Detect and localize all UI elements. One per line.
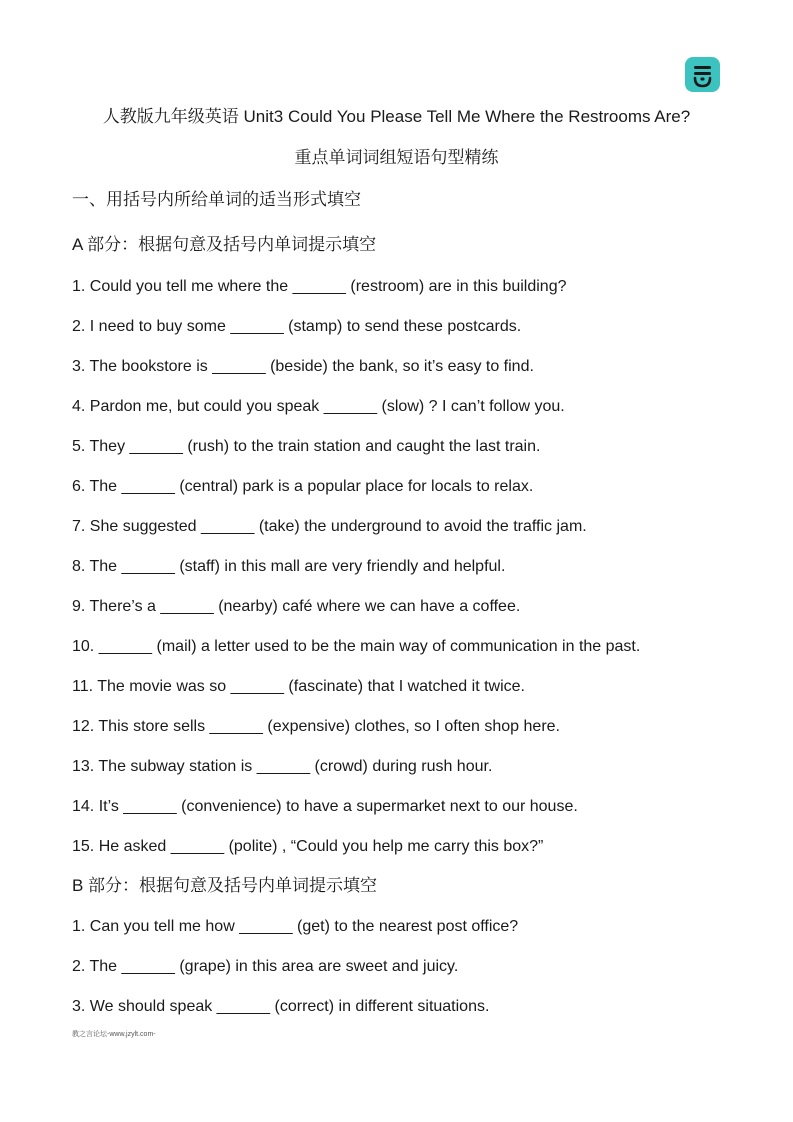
exercise-item: 11. The movie was so ______ (fascinate) that I watched it twice. — [72, 678, 525, 695]
part-a-heading: A 部分：根据句意及括号内单词提示填空 — [72, 235, 377, 254]
exercise-item: 2. I need to buy some ______ (stamp) to send these postcards. — [72, 318, 522, 335]
exercise-item: 1. Could you tell me where the ______ (restroom) are in this building? — [72, 278, 567, 295]
exercise-item: 8. The ______ (staff) in this mall are very friendly and helpful. — [72, 558, 506, 575]
part-b-heading: B 部分：根据句意及括号内单词提示填空 — [72, 876, 378, 895]
exercise-item: 2. The ______ (grape) in this area are sweet and juicy. — [72, 958, 459, 975]
exercise-item: 13. The subway station is ______ (crowd) during rush hour. — [72, 758, 493, 775]
site-logo-icon — [685, 57, 720, 92]
exercise-item: 1. Can you tell me how ______ (get) to the nearest post office? — [72, 918, 519, 935]
document-title: 人教版九年级英语 Unit3 Could You Please Tell Me Where the Restrooms Are? — [102, 107, 691, 126]
document-subtitle: 重点单词词组短语句型精练 — [294, 148, 499, 167]
exercise-item: 3. We should speak ______ (correct) in different situations. — [72, 998, 490, 1015]
exercise-item: 7. She suggested ______ (take) the underground to avoid the traffic jam. — [72, 518, 587, 535]
exercise-item: 3. The bookstore is ______ (beside) the bank, so it’s easy to find. — [72, 358, 534, 375]
exercise-item: 9. There’s a ______ (nearby) café where we can have a coffee. — [72, 598, 521, 615]
exercise-item: 5. They ______ (rush) to the train station and caught the last train. — [72, 438, 541, 455]
page-footer: 教之言论坛-www.jzylt.com- — [72, 1031, 156, 1038]
exercise-item: 15. He asked ______ (polite) , “Could you help me carry this box?” — [72, 838, 544, 855]
exercise-item: 6. The ______ (central) park is a popular place for locals to relax. — [72, 478, 534, 495]
section-heading: 一、用括号内所给单词的适当形式填空 — [72, 190, 361, 209]
exercise-item: 10. ______ (mail) a letter used to be the main way of communication in the past. — [72, 638, 641, 655]
exercise-item: 12. This store sells ______ (expensive) clothes, so I often shop here. — [72, 718, 560, 735]
exercise-item: 4. Pardon me, but could you speak ______ (slow) ? I can’t follow you. — [72, 398, 565, 415]
exercise-item: 14. It’s ______ (convenience) to have a supermarket next to our house. — [72, 798, 578, 815]
